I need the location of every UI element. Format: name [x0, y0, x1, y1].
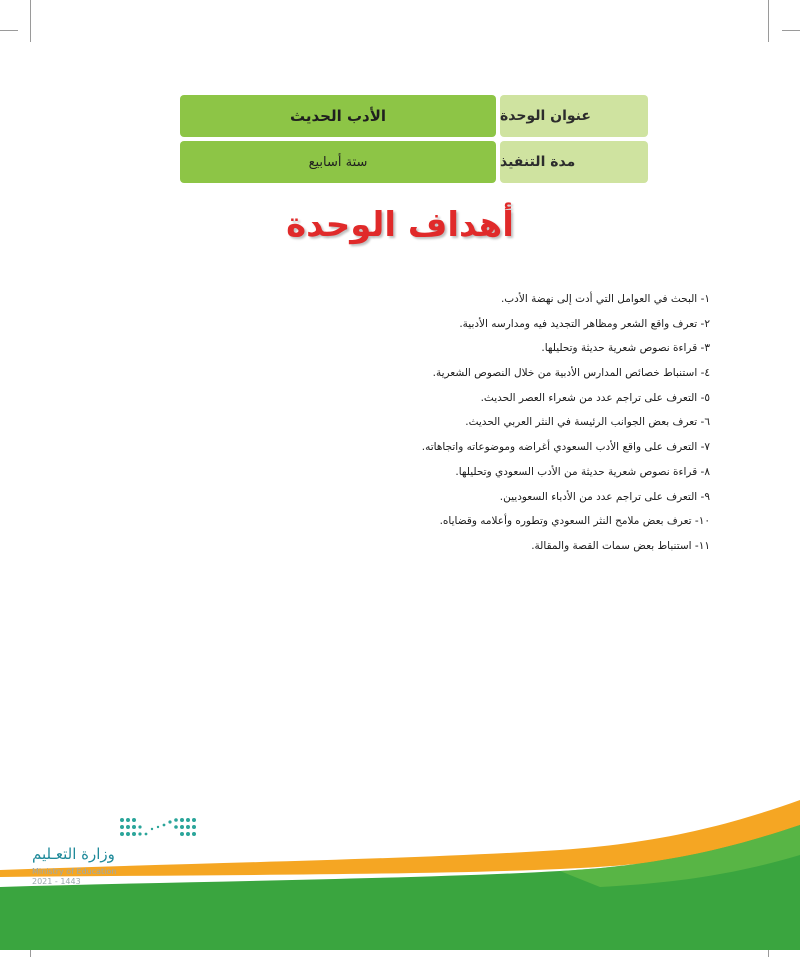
objective-item: ١٠- تعرف بعض ملامح النثر السعودي وتطوره وأعلامه وقضاياه.	[439, 515, 710, 528]
logo-arabic-text: وزارة التعـليم	[32, 845, 115, 863]
ministry-logo	[28, 805, 188, 895]
unit-title-label: عنوان الوحدة	[500, 95, 648, 137]
objective-item: ٥- التعرف على تراجم عدد من شعراء العصر الحديث.	[480, 391, 710, 404]
unit-duration-value: ستة أسابيع	[180, 141, 496, 183]
unit-duration-label: مدة التنفيذ	[500, 141, 648, 183]
crop-mark	[30, 0, 31, 42]
logo-dots-icon	[118, 815, 208, 839]
crop-mark	[0, 30, 18, 31]
crop-mark	[768, 0, 769, 42]
objectives-list	[150, 287, 710, 559]
unit-info-table	[180, 95, 648, 187]
logo-year-text: 2021 - 1443	[32, 877, 81, 886]
objective-item: ١- البحث في العوامل التي أدت إلى نهضة الأدب.	[500, 293, 710, 305]
objective-item: ٤- استنباط خصائص المدارس الأدبية من خلال النصوص الشعرية.	[432, 367, 710, 380]
section-title: أهداف الوحدة	[286, 205, 514, 245]
unit-title-value: الأدب الحديث	[180, 95, 496, 137]
objective-item: ٢- تعرف واقع الشعر ومظاهر التجديد فيه ومدارسه الأدبية.	[459, 317, 710, 330]
crop-mark	[782, 30, 800, 31]
logo-english-text: Ministry of Education	[32, 867, 117, 876]
objective-item: ٦- تعرف بعض الجوانب الرئيسة في النثر العربي الحديث.	[465, 416, 710, 429]
unit-title-row	[180, 95, 648, 137]
objective-item: ٨- قراءة نصوص شعرية حديثة من الأدب السعودي وتحليلها.	[455, 465, 710, 478]
unit-duration-row	[180, 141, 648, 183]
objective-item: ١١- استنباط بعض سمات القصة والمقالة.	[531, 539, 710, 552]
objective-item: ٧- التعرف على واقع الأدب السعودي أغراضه وموضوعاته واتجاهاته.	[421, 441, 710, 454]
objective-item: ٣- قراءة نصوص شعرية حديثة وتحليلها.	[541, 342, 710, 355]
objective-item: ٩- التعرف على تراجم عدد من الأدباء السعوديين.	[499, 490, 710, 503]
